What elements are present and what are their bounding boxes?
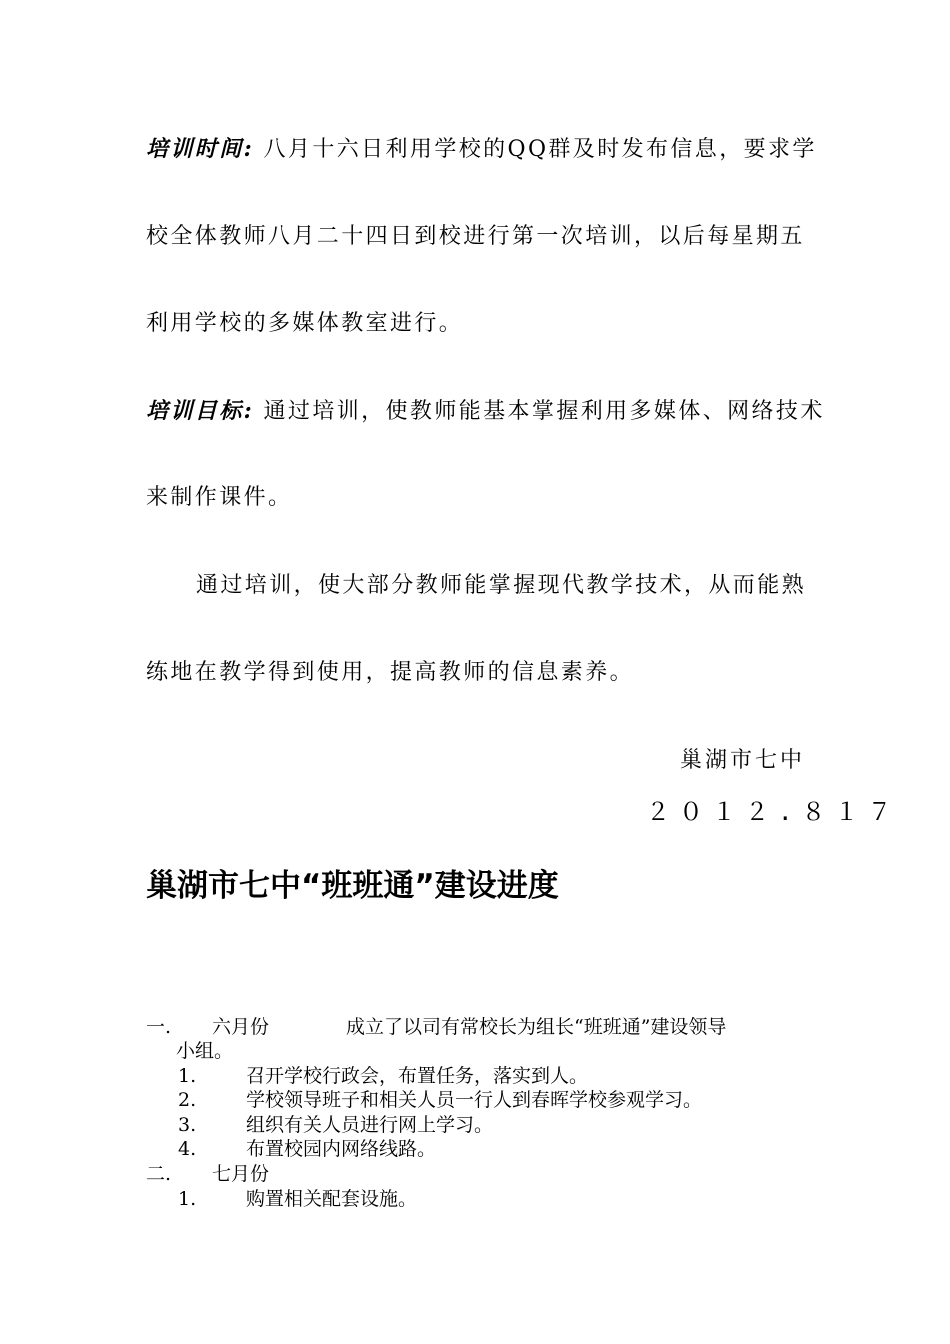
subitem-text: 召开学校行政会，布置任务，落实到人。 (246, 1065, 589, 1087)
list-item-july (146, 1162, 269, 1186)
training-time-label: 培训时间: (146, 136, 255, 162)
june-subitem-4 (178, 1137, 436, 1161)
training-time-line-3: 利用学校的多媒体教室进行。 (146, 311, 464, 336)
june-number: 一. (146, 1016, 172, 1038)
june-text-line-2: 小组。 (176, 1040, 234, 1062)
july-number: 二. (146, 1163, 172, 1185)
subitem-number: 2. (178, 1089, 197, 1111)
subitem-text: 组织有关人员进行网上学习。 (246, 1114, 494, 1136)
training-time-line-2: 校全体教师八月二十四日到校进行第一次培训，以后每星期五 (146, 224, 805, 249)
subitem-text: 布置校园内网络线路。 (246, 1138, 437, 1160)
list-item-june (146, 1015, 726, 1039)
progress-title: 巢湖市七中“班班通”建设进度 (146, 868, 559, 904)
subitem-number: 1. (178, 1188, 197, 1210)
subitem-number: 4. (178, 1138, 197, 1160)
training-goal-label: 培训目标: (146, 398, 255, 424)
subitem-text: 购置相关配套设施。 (246, 1188, 418, 1210)
june-subitem-2 (178, 1088, 702, 1112)
paragraph-line-1: 通过培训，使大部分教师能掌握现代教学技术，从而能熟 (196, 573, 807, 598)
paragraph-line-2: 练地在教学得到使用，提高教师的信息素养。 (146, 660, 635, 685)
signature-date: ２０１２.８１７ (646, 798, 901, 826)
training-goal-line-2: 来制作课件。 (146, 485, 293, 510)
july-month: 七月份 (212, 1163, 270, 1185)
june-month: 六月份 (212, 1016, 270, 1038)
training-time-line-1 (146, 134, 817, 165)
signature-org: 巢湖市七中 (680, 748, 806, 773)
june-text-line-1: 成立了以司有常校长为组长“班班通”建设领导 (346, 1016, 727, 1038)
training-goal-text: 通过培训，使教师能基本掌握利用多媒体、网络技术 (263, 399, 825, 424)
subitem-number: 1. (178, 1065, 197, 1087)
training-goal-line-1 (146, 396, 825, 427)
subitem-number: 3. (178, 1114, 197, 1136)
july-subitem-1 (178, 1187, 417, 1211)
june-subitem-1 (178, 1064, 588, 1088)
subitem-text: 学校领导班子和相关人员一行人到春晖学校参观学习。 (246, 1089, 703, 1111)
training-time-text: 八月十六日利用学校的QQ群及时发布信息，要求学 (263, 137, 817, 162)
june-subitem-3 (178, 1113, 493, 1137)
